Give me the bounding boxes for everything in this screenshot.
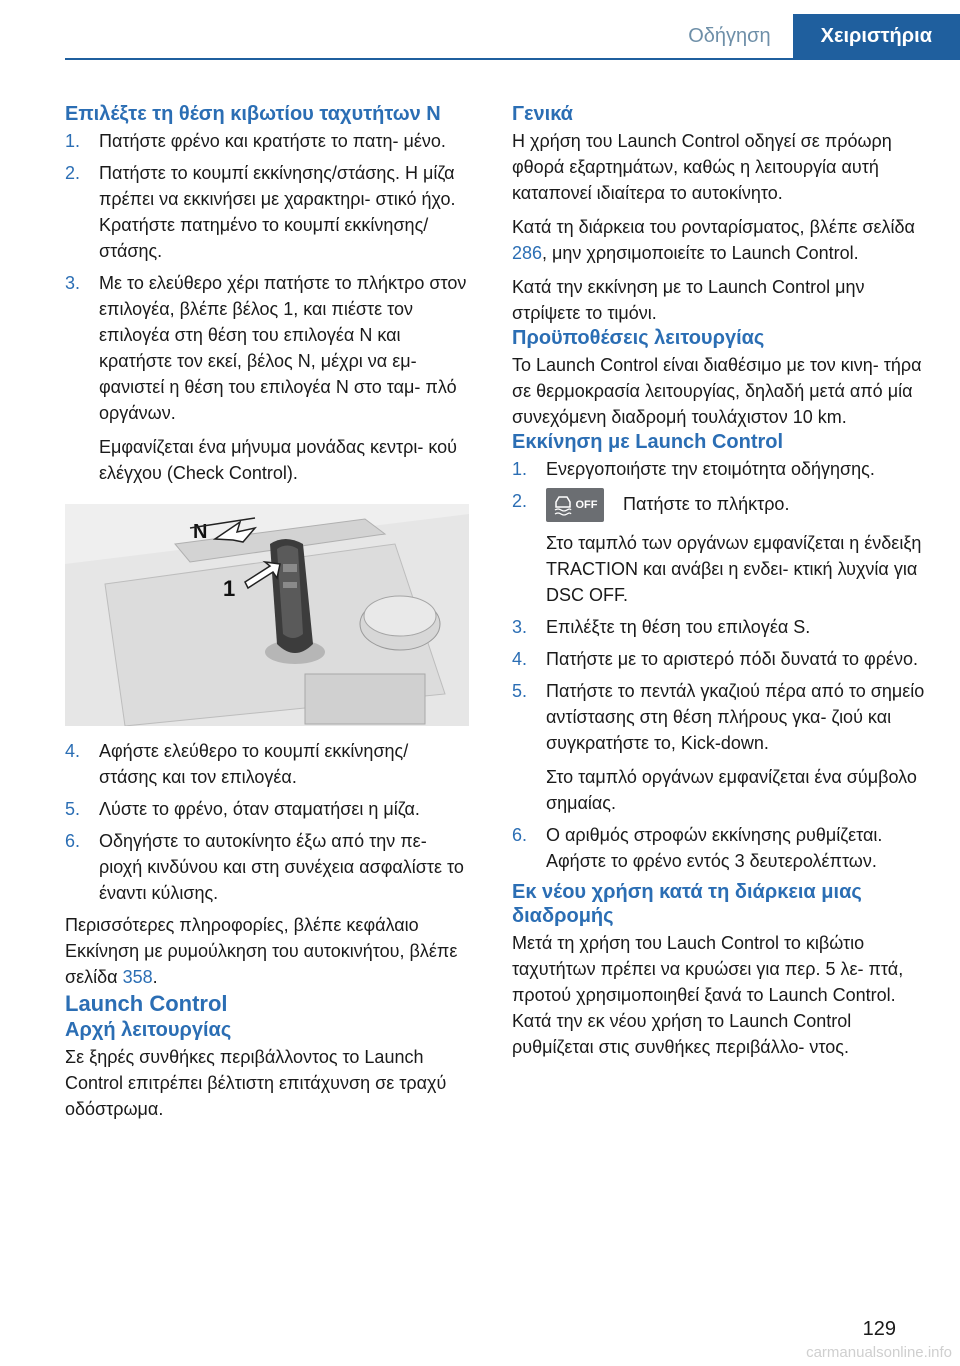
- step-text: Πατήστε το πλήκτρο.: [623, 493, 790, 514]
- list-item: [65, 160, 470, 264]
- step-text-with-icon: [546, 488, 930, 522]
- step-subtext: Εμφανίζεται ένα μήνυμα μονάδας κεντρι- κού ελέγχου (Check Control).: [99, 437, 458, 483]
- step-text: Ο αριθμός στροφών εκκίνησης ρυθμίζεται. Αφήστε το φρένο εντός 3 δευτερολέπτων.: [546, 825, 883, 871]
- step-number: 5.: [65, 799, 81, 819]
- step-text: Αφήστε ελεύθερο το κουμπί εκκίνησης/ στάσης και τον επιλογέα.: [99, 741, 409, 787]
- page-number: 129: [862, 1318, 896, 1340]
- more-info-end: .: [152, 967, 158, 987]
- restart-text: Μετά τη χρήση του Lauch Control το κιβώτιο ταχυτήτων πρέπει να κρυώσει για περ. 5 λε- πτά, προτού χρησιμοποιηθεί ξανά το Launch Control. Κατά την εκ νέου χρήση το Launch Control ρυθμίζεται στις συνθήκες περιβάλλο- ντος.: [512, 933, 904, 1057]
- selector-n-heading: Επιλέξτε τη θέση κιβωτίου ταχυτήτων N: [65, 103, 441, 125]
- page-link-358[interactable]: 358: [122, 967, 153, 987]
- step-number: 6.: [512, 825, 528, 845]
- step-number: 3.: [512, 617, 528, 637]
- step-number: 3.: [65, 273, 81, 293]
- step-number: 1.: [65, 131, 81, 151]
- list-item: [65, 796, 470, 822]
- header-rule: [65, 58, 960, 60]
- left-column: [65, 102, 470, 1122]
- general-heading: Γενικά: [512, 103, 573, 125]
- step-text: Οδηγήστε το αυτοκίνητο έξω από την πε- ριοχή κινδύνου και στη συνέχεια ασφαλίστε το έναντι κύλισης.: [99, 831, 464, 903]
- step-text: Πατήστε φρένο και κρατήστε το πατη- μένο.: [99, 131, 446, 151]
- right-column: [512, 102, 930, 1060]
- steps-list-c: [512, 456, 930, 874]
- dsc-off-label: OFF: [575, 499, 598, 511]
- list-item: [65, 738, 470, 790]
- dsc-off-icon[interactable]: [546, 488, 604, 522]
- steps-list-b: [65, 738, 470, 906]
- list-item: [512, 678, 930, 816]
- car-skid-icon: [553, 494, 573, 516]
- gear-selector-illustration: [65, 504, 469, 726]
- callout-n-label: N: [193, 521, 208, 543]
- header-tabs: [666, 14, 960, 58]
- list-item: [512, 456, 930, 482]
- step-number: 4.: [65, 741, 81, 761]
- tab-controls[interactable]: Χειριστήρια: [793, 14, 960, 58]
- gear-selector-figure: [65, 504, 469, 726]
- list-item: [65, 270, 470, 486]
- footer-edition: Online Edition for Part no. 0140 2 976 270 - X/16: [263, 1319, 697, 1341]
- watermark: carmanualsonline.info: [806, 1344, 952, 1361]
- step-number: 6.: [65, 831, 81, 851]
- general-paragraph-3: Κατά την εκκίνηση με το Launch Control μην στρίψετε το τιμόνι.: [512, 277, 865, 323]
- start-heading: Εκκίνηση με Launch Control: [512, 431, 784, 453]
- general-paragraph-1: Η χρήση του Launch Control οδηγεί σε πρόωρη φθορά εξαρτημάτων, καθώς η λειτουργία αυτή καταπονεί ιδιαίτερα το αυτοκίνητο.: [512, 131, 892, 203]
- step-text: Ενεργοποιήστε την ετοιμότητα οδήγησης.: [546, 459, 875, 479]
- general-p2-text: Κατά τη διάρκεια του ρονταρίσματος, βλέπε σελίδα: [512, 217, 915, 237]
- launch-control-title: Launch Control: [65, 991, 228, 1016]
- step-number: 4.: [512, 649, 528, 669]
- general-paragraph-2: [512, 214, 930, 266]
- prerequisites-text: Το Launch Control είναι διαθέσιμο με τον κινη- τήρα σε θερμοκρασία λειτουργίας, δηλαδή μετά από μία συνεχόμενη διαδρομή τουλάχιστον 10 km.: [512, 355, 922, 427]
- list-item: [512, 488, 930, 608]
- step-number: 1.: [512, 459, 528, 479]
- list-item: [65, 828, 470, 906]
- restart-heading: Εκ νέου χρήση κατά τη διάρκεια μιας διαδρομής: [512, 881, 862, 927]
- list-item: [65, 128, 470, 154]
- more-info-paragraph: [65, 912, 470, 990]
- steps-list-a: [65, 128, 470, 486]
- step-text: Πατήστε το κουμπί εκκίνησης/στάσης. Η μίζα πρέπει να εκκινήσει με χαρακτηρι- στικό ήχο. Κρατήστε πατημένο το κουμπί εκκίνησης/στάσης.: [99, 163, 456, 261]
- principle-heading: Αρχή λειτουργίας: [65, 1019, 232, 1041]
- step-text: Πατήστε το πεντάλ γκαζιού πέρα από το σημείο αντίστασης στη θέση πλήρους γκα- ζιού και συγκρατήστε το, Kick-down.: [546, 681, 925, 753]
- principle-text: Σε ξηρές συνθήκες περιβάλλοντος το Launch Control επιτρέπει βέλτιστη επιτάχυνση σε τραχύ οδόστρωμα.: [65, 1047, 447, 1119]
- step-text: Επιλέξτε τη θέση του επιλογέα S.: [546, 617, 811, 637]
- page-link-286[interactable]: 286: [512, 243, 543, 263]
- step-number: 2.: [512, 491, 528, 511]
- step-text: Με το ελεύθερο χέρι πατήστε το πλήκτρο στον επιλογέα, βλέπε βέλος 1, και πιέστε τον επιλογέα στη θέση του επιλογέα N και κρατήστε τον εκεί, βέλος N, μέχρι να εμ- φανιστεί η θέση του επιλογέα N στο ταμ- πλό οργάνων.: [99, 273, 467, 423]
- step-number: 5.: [512, 681, 528, 701]
- step-subtext: Στο ταμπλό των οργάνων εμφανίζεται η ένδειξη TRACTION και ανάβει η ενδει- κτική λυχνία για DSC OFF.: [546, 533, 922, 605]
- list-item: [512, 614, 930, 640]
- general-p2-end: , μην χρησιμοποιείτε το Launch Control.: [542, 243, 859, 263]
- list-item: [512, 822, 930, 874]
- list-item: [512, 646, 930, 672]
- step-text: Πατήστε με το αριστερό πόδι δυνατά το φρένο.: [546, 649, 918, 669]
- step-text: Λύστε το φρένο, όταν σταματήσει η μίζα.: [99, 799, 420, 819]
- step-subtext: Στο ταμπλό οργάνων εμφανίζεται ένα σύμβολο σημαίας.: [546, 767, 917, 813]
- callout-1-label: 1: [223, 576, 236, 601]
- tab-driving[interactable]: Οδήγηση: [688, 25, 771, 47]
- step-number: 2.: [65, 163, 81, 183]
- prerequisites-heading: Προϋποθέσεις λειτουργίας: [512, 327, 765, 349]
- more-info-text: Περισσότερες πληροφορίες, βλέπε κεφάλαιο Εκκίνηση με ρυμούλκηση του αυτοκινήτου, βλέπε σελίδα: [65, 915, 458, 987]
